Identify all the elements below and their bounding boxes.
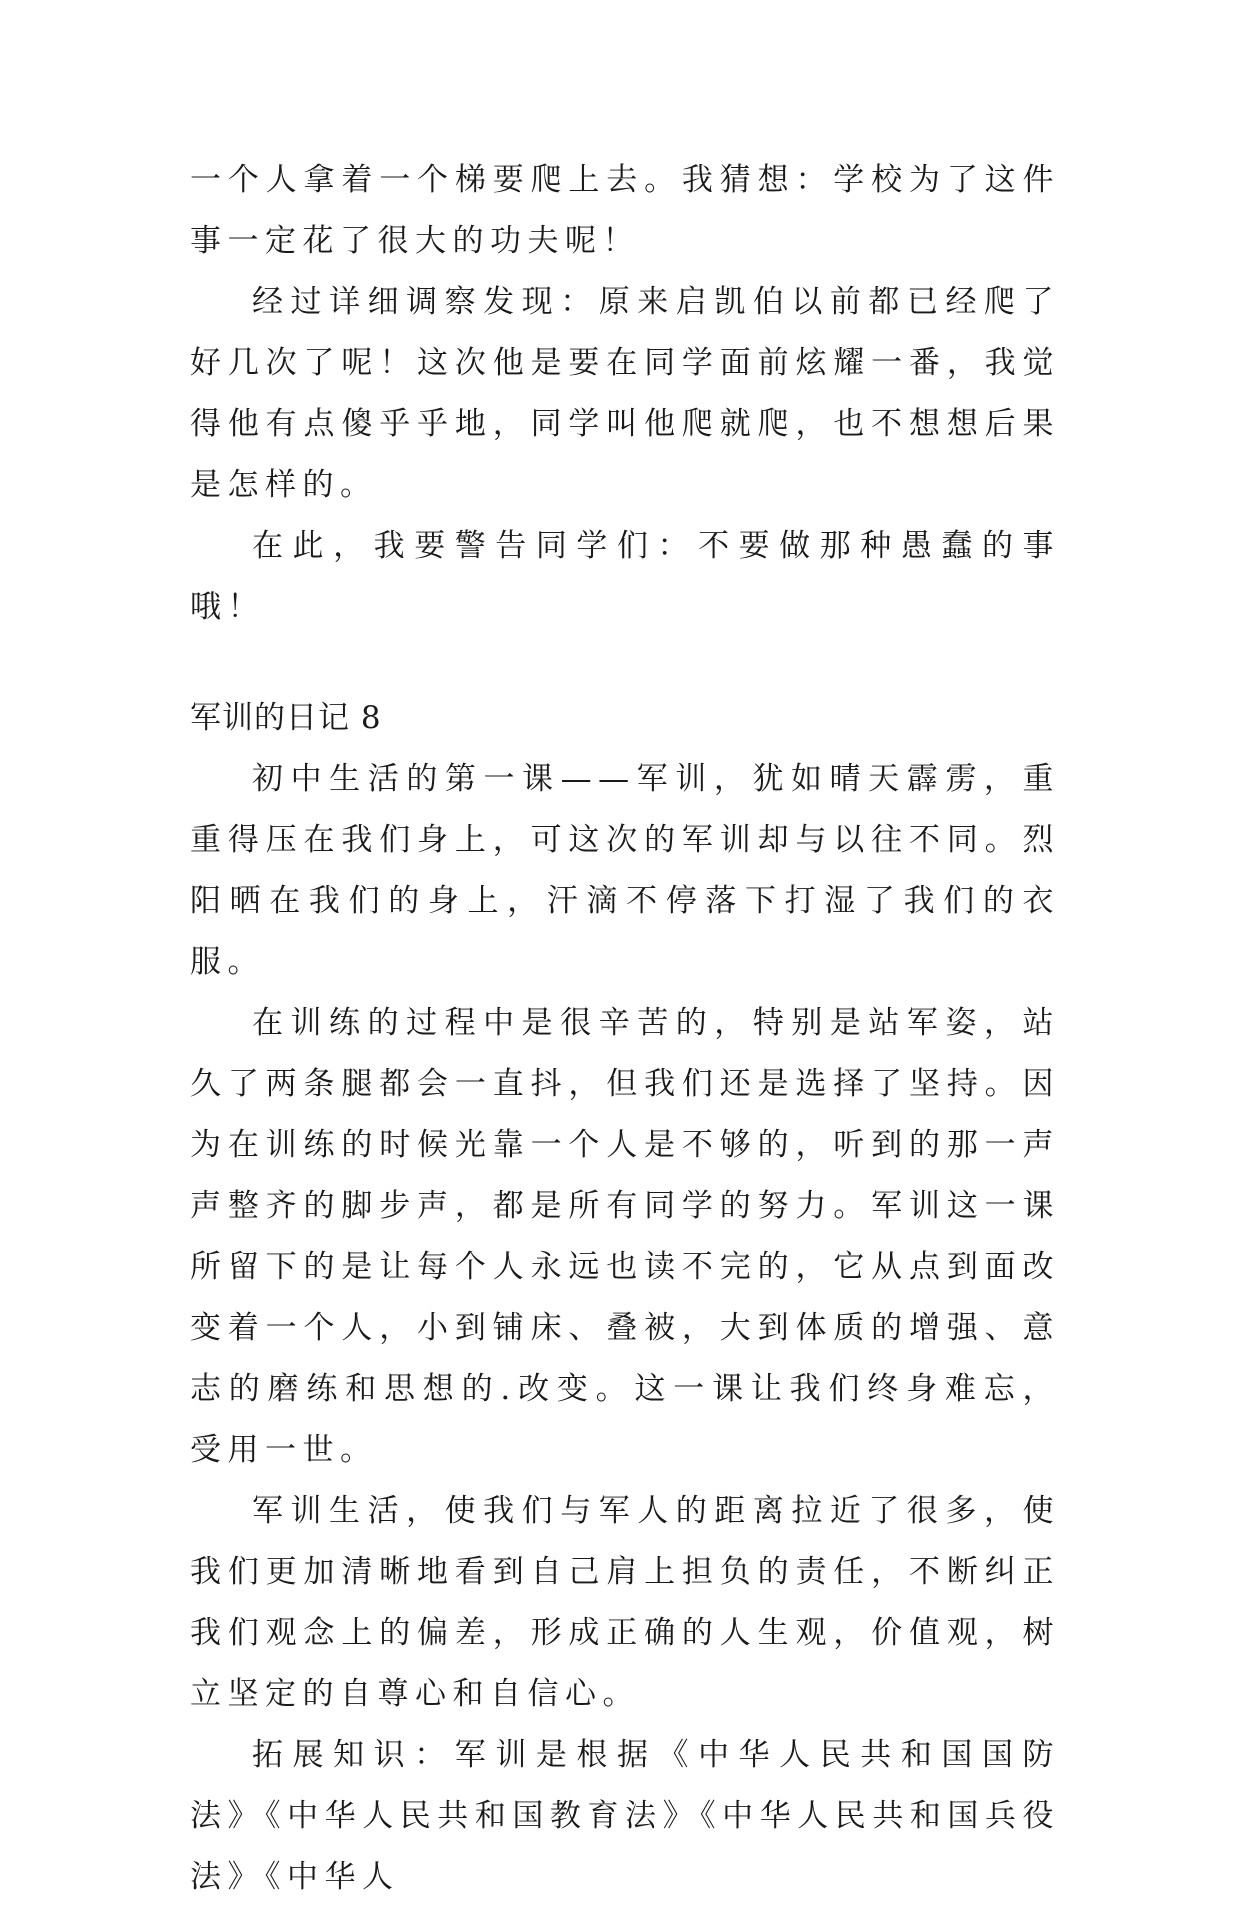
document-page: [190, 150, 1060, 1908]
paragraph-continued: 一个人拿着一个梯要爬上去。我猜想：学校为了这件事一定花了很大的功夫呢！: [190, 162, 1060, 259]
paragraph-warning: 在此，我要警告同学们：不要做那种愚蠢的事哦！: [190, 528, 1060, 625]
section-title: 军训的日记 8: [190, 700, 382, 736]
paragraph-investigation: 经过详细调察发现：原来启凯伯以前都已经爬了好几次了呢！这次他是要在同学面前炫耀一番，我觉得他有点傻乎乎地，同学叫他爬就爬，也不想想后果是怎样的。: [190, 284, 1060, 503]
section-spacer: [190, 638, 1060, 688]
paragraph-extended-knowledge: 拓展知识：军训是根据《中华人民共和国国防法》《中华人民共和国教育法》《中华人民共和国兵役法》《中华人: [190, 1737, 1060, 1895]
paragraph-military-life: 军训生活，使我们与军人的距离拉近了很多，使我们更加清晰地看到自己肩上担负的责任，不断纠正我们观念上的偏差，形成正确的人生观，价值观，树立坚定的自尊心和自信心。: [190, 1493, 1060, 1712]
paragraph-training: 在训练的过程中是很辛苦的，特别是站军姿，站久了两条腿都会一直抖，但我们还是选择了坚持。因为在训练的时候光靠一个人是不够的，听到的那一声声整齐的脚步声，都是所有同学的努力。军训这一课所留下的是让每个人永远也读不完的，它从点到面改变着一个人，小到铺床、叠被，大到体质的增强、意志的磨练和思想的.改变。这一课让我们终身难忘，受用一世。: [190, 1005, 1060, 1468]
paragraph-first-lesson: 初中生活的第一课——军训，犹如晴天霹雳，重重得压在我们身上，可这次的军训却与以往不同。烈阳晒在我们的身上，汗滴不停落下打湿了我们的衣服。: [190, 761, 1060, 980]
